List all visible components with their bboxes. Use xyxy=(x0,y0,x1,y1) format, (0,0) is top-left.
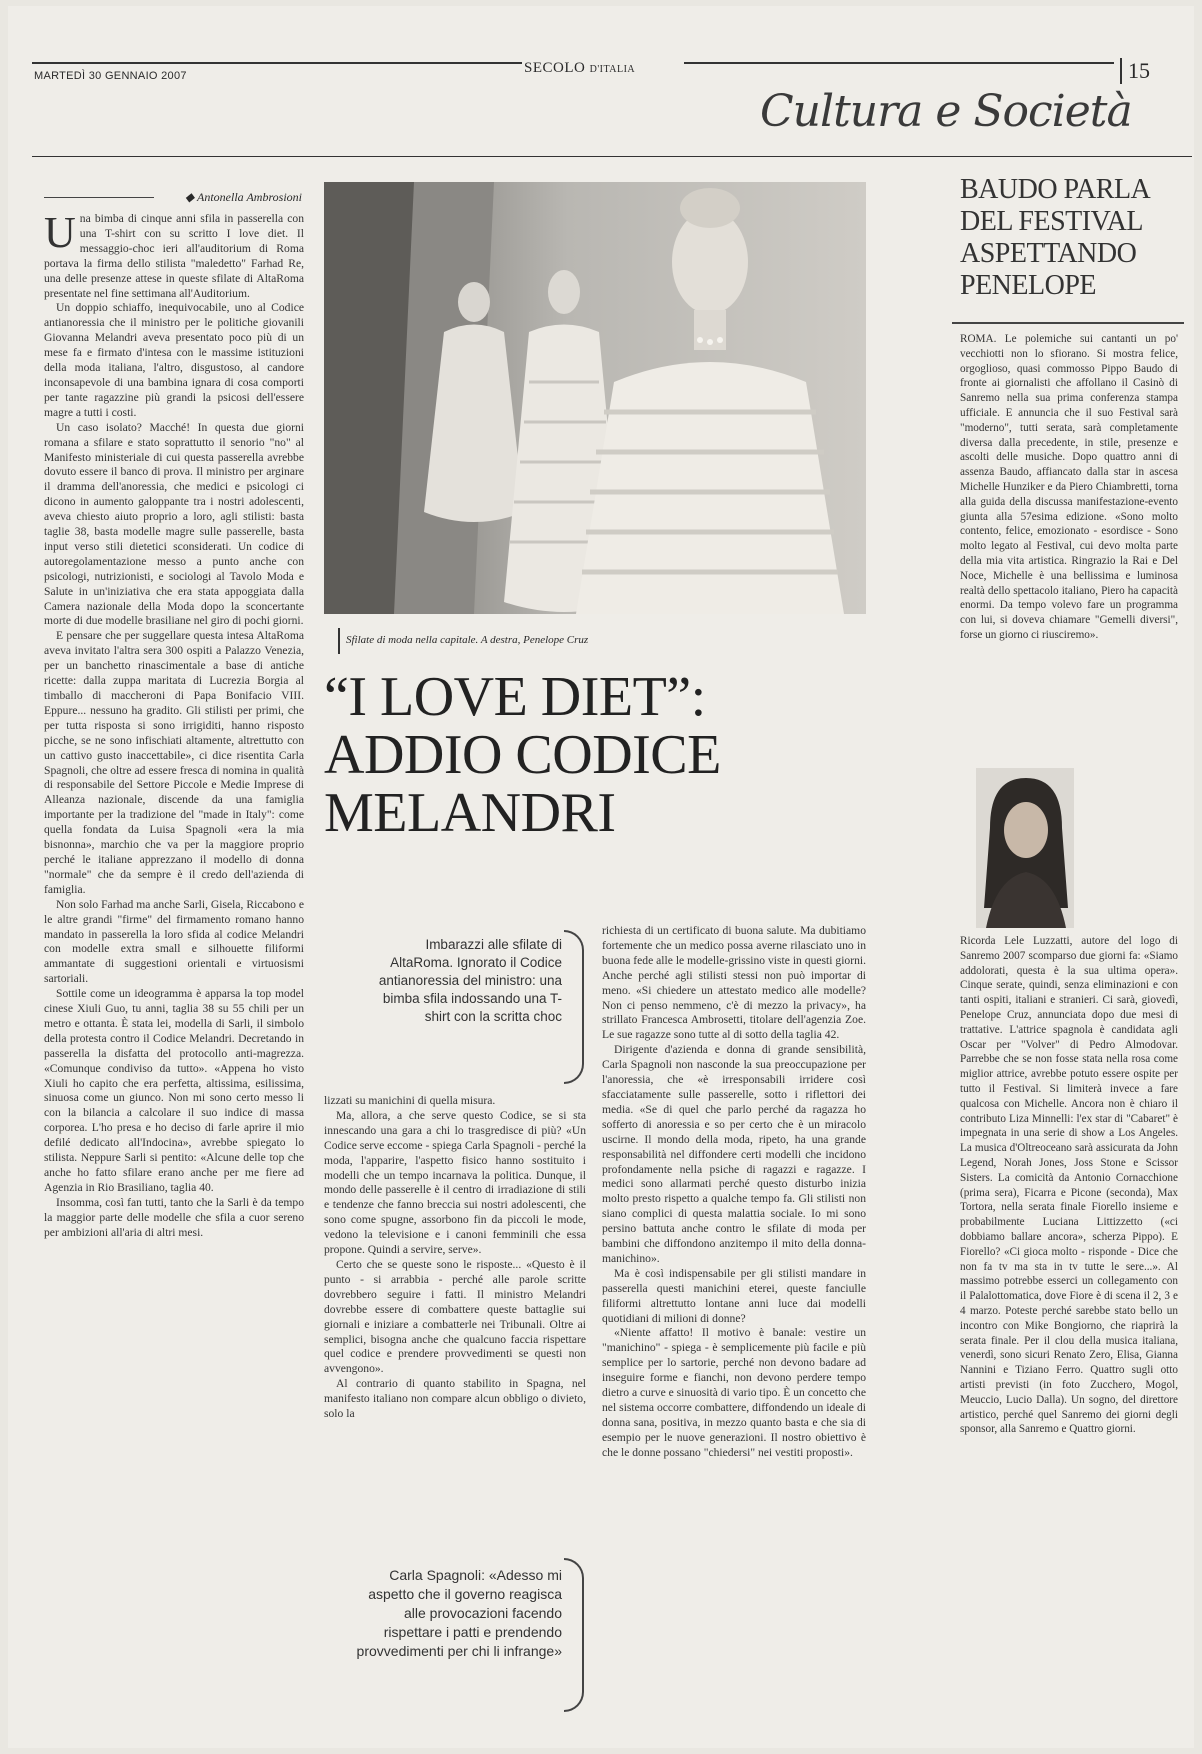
quote-bracket xyxy=(564,1558,584,1712)
caption-bar xyxy=(338,628,340,654)
paragraph-text: na bimba di cinque anni sfila in passerella con una T-shirt con su scritto I love diet. Il messaggio-choc ieri all'auditorium di Roma portava la firma dello stilista "maledetto" Farhad Re, una delle presenze attese in queste sfilate di AltaRoma presentate nel fine settimana all'Auditorium. xyxy=(44,212,304,300)
article-column-1 xyxy=(44,208,304,1241)
headline-line-1: “I LOVE DIET”: xyxy=(324,666,706,728)
paragraph: Certo che se queste sono le risposte... «Questo è il punto - si arrabbia - perché alle parole scritte dovrebbero seguire i fatti. Il ministro Melandri dovrebbe essere di combattere queste battaglie sui giornali e iniziare a combatterle nei Tribunali. Oltre ai semplici, bisogna anche che qualcuno faccia rispettare quel codice e prendere provvedimenti se questi non avvengono». xyxy=(324,1257,586,1376)
paragraph: Un doppio schiaffo, inequivocabile, uno al Codice antianoressia che il ministro per le politiche giovanili Giovanna Melandri aveva presentato poco più di un mese fa e firmato d'intesa con le massime istituzioni della moda italiana, l'altro, disgustoso, al candore inconsapevole di una bambina ignara di cosa comporti per tante ragazzine più grandi la psicosi dell'essere magre a tutti i costi. xyxy=(44,301,304,419)
header-rule-right xyxy=(684,62,1114,64)
paragraph: Ma, allora, a che serve questo Codice, se si sta innescando una gara a chi lo trasgredisce di più? «Un Codice serve eccome - spiega Carla Spagnoli - perché la moda, l'apparire, l'aspetto fisico hanno sostituito i modelli che un tempo incarnava la politica. Dunque, il mondo delle passerelle è il centro di irradiazione di stili e tendenze che fanno breccia sui nostri adolescenti, che sono come spugne, assorbono fin da piccoli le mode, vedono la televisione e i canoni femminili che essa propone. Quindi a servire, serve». xyxy=(324,1108,586,1257)
paragraph: Insomma, così fan tutti, tanto che la Sarli è da tempo la maggior parte delle modelle che sfila a cuor sereno per ambizioni all'aria di altri mesi. xyxy=(44,1195,304,1239)
drop-cap: U xyxy=(44,208,76,257)
sidebar-body-1: ROMA. Le polemiche sui cantanti un po' vecchiotti non lo sfiorano. Si mostra felice, orgoglioso, quasi commosso Pippo Baudo di fronte ai giornalisti che affollano il Casinò di Sanremo nella sua prima conferenza stampa ufficiale. E annuncia che il suo Festival sarà "moderno", tutti serata, sarà completamente diversa dalla precedente, in stile, presenze e ascolti delle musiche. Dopo quattro anni di assenza Baudo, affiancato dalla star in ascesa Michelle Hunziker e da Piero Chiambretti, torna alla guida della discussa manifestazione-evento giunta alla 57esima edizione. «Sono molto contento, felice, emozionato - esordisce - Sono molto legato al Festival, cui devo molta parte della mia vita artistica. Ringrazio la Rai e Del Noce, Michelle è una bellissima e luminosa realtà dello spettacolo italiano, Piero ha capacità enormi. Da tempo volevo fare un programma con lui, si doveva chiamare "Gemelli diversi", forse un giorno ci riusciremo». xyxy=(960,333,1178,641)
section-title: Cultura e Società xyxy=(760,86,1132,137)
runway-illustration xyxy=(324,182,866,614)
paragraph: lizzati su manichini di quella misura. xyxy=(324,1094,496,1107)
masthead-main: SECOLO xyxy=(524,60,586,76)
headline xyxy=(324,668,884,842)
masthead-small: D'ITALIA xyxy=(589,64,636,75)
newspaper-page xyxy=(8,6,1194,1748)
paragraph: Dirigente d'azienda e donna di grande sensibilità, Carla Spagnoli non nasconde la sua preoccupazione per l'anoressia, che «è irresponsabili irridere così sfacciatamente sulle passerelle, sotto i riflettori dei media. «Se di quel che parlo perché da ragazza ho sofferto di anoressia e so per certo che è un miracolo uscirne. Il mondo della moda, ripeto, ha una grande responsabilità nel diffondere certi modelli che incidono profondamente nella psiche di ragazzi e ragazze. I medici sono allarmati perché questo disturbo inizia molto presto rispetto a qualche tempo fa. Gli stilisti non siano complici di questa malattia sociale. Io mi sono persino battuta anche contro le sfilate di moda per bambini che diffondono anzitempo il mito della donna-manichino». xyxy=(602,1043,866,1265)
paragraph: Ma è così indispensabile per gli stilisti mandare in passerella questi manichini eterei, queste fanciulle filiformi altrettutto lontane anni luce dai modelli quotidiani di milioni di donne? xyxy=(602,1266,866,1325)
article-column-2 xyxy=(324,1094,586,1422)
paragraph: richiesta di un certificato di buona salute. Ma dubitiamo fortemente che un medico possa averne rilasciato uno in buona fede alle le modelle-grissino viste in questi giorni. Anche perché agli stilisti stessi non può importar di meno. «Si chiedere un attestato medico alle modelle? Non ci penso nemmeno, c'è di mezzo la privacy», ha strillato Francesca Ambrosetti, titolare dell'agenzia Zoe. Le sue ragazze sono tutte al di sotto della taglia 42. xyxy=(602,924,866,1042)
paragraph: Non solo Farhad ma anche Sarli, Gisela, Riccabono e le altre grandi "firme" del firmamento romano hanno mandato in passerella la loro sfida al codice Melandri con modelle extra small e silhouette filiformi ammantate di suggestioni orientali e virtuosismi sartoriali. xyxy=(44,897,304,986)
headline-line-2: ADDIO CODICE xyxy=(324,724,721,786)
header-underline xyxy=(32,156,1192,157)
pull-quote: Carla Spagnoli: «Adesso mi aspetto che il governo reagisca alle provocazioni facendo rispettare i patti e prendendo provvedimenti per chi li infrange» xyxy=(356,1567,562,1659)
paragraph: «Niente affatto! Il motivo è banale: vestire un "manichino" - spiega - è semplicemente più facile e più semplice per lo sartorie, perché non devono badare ad inseguire forme e fianchi, non devono perdere tempo dietro a curve e sinuosità di vario tipo. È un concetto che nel sistema occorre combattere, diffondendo un ideale di donna sana, positiva, in mezzo quanto basta e che sia di esempio per le nuove generazioni. Il nostro obiettivo è che le donne possano "chiedersi" nei vestiti proposti». xyxy=(602,1326,866,1459)
sidebar-body-2: Ricorda Lele Luzzatti, autore del logo di Sanremo 2007 scomparso due giorni fa: «Siamo addolorati, questa è la sua ultima opera». Cinque serate, quindi, senza eliminazioni e con tanti ospiti, italiani e stranieri. Ci sarà, giovedì, Penelope Cruz, annunciata dopo due mesi di trattative. L'attrice spagnola è candidata agli Oscar per "Volver" di Pedro Almodovar. Parrebbe che se non fosse stata nella rosa come miglior attrice, avrebbe potuto essere ospite per tutto il Festival. Si limiterà invece a fare qualcosa con Michelle. Ancora non è chiaro il contributo Liza Minnelli: l'ex star di "Cabaret" è impegnata in una serie di show a Los Angeles. La musica d'Oltreoceano sarà assicurata da John Legend, Norah Jones, Joss Stone e Scissor Sisters. La comicità da Antonio Cornacchione (prima sera), Ficarra e Picone (seconda), Max Tortora, nella serata finale Fiorello insieme e probabilmente Luciana Littizzetto («ci dobbiamo ballare ancora», scherza Pippo). E Fiorello? «Ci gioca molto - risponde - Dice che non fa tv ma sta in tv tutte le sere...». Al massimo potrebbe esserci un collegamento con il Palalottomatica, dove Fiore è di scena il 2, 3 e 4 marzo. Poteste perché sarebbe stato bello un incontro con Mike Bongiorno, che riaprirà la serata finale. Per il clou della musica italiana, venerdì, sono sicuri Renato Zero, Elisa, Gianna Nannini e Tiziano Ferro. Quattro sugli otto artisti previsti (in foto Zucchero, Mogol, Meuccio, Lucio Dalla). Un sogno, del direttore artistico, perché quel Sanremo dei giorni degli sponsor, alla Sanremo e Quattro giorni. xyxy=(960,935,1178,1436)
fashion-show-photo xyxy=(324,182,866,614)
kicker-text: Imbarazzi alle sfilate di AltaRoma. Ignorato il Codice antianoressia del ministro: una bimba sfila indossando una T-shirt con la scritta choc xyxy=(378,937,562,1024)
paragraph: E pensare che per suggellare questa intesa AltaRoma aveva invitato l'altra sera 300 ospiti a Palazzo Venezia, per un banchetto rinascimentale a base di antiche ricette: dalla zuppa maritata di Lucrezia Borgia al timballo di maccheroni di Papa Bonifacio VIII. Eppure... nessuno ha gradito. Gli stilisti per primi, che per tutta risposta si sono irrigiditi, hanno risposto picche, se ne sono infischiati altamente, altrettutto con un cattivo gusto inaccettabile», ci dice risentita Carla Spagnoli, che oltre ad essere fresca di nomina in qualità di responsabile del Settore Piccole e Medie Imprese di Alleanza nazionale, discende da una famiglia importante per la tradizione del "made in Italy": come quella fondata da Luisa Spagnoli «era la mia bisnonna», marchio che va per la maggiore proprio perché le italiane apprezzano il modello di donna "normale" che da sempre è il credo dell'azienda di famiglia. xyxy=(44,629,304,896)
kicker-bracket xyxy=(564,930,584,1084)
page-number: 15 xyxy=(1120,58,1150,84)
paragraph: Al contrario di quanto stabilito in Spagna, nel manifesto italiano non compare alcun obbligo o divieto, solo la xyxy=(324,1377,586,1421)
paragraph: Sottile come un ideogramma è apparsa la top model cinese Xiuli Guo, tu anni, taglia 38 su 55 chili per un metro e ottanta. È stata lei, modella di Sarli, il simbolo della protesta contro il Codice Melandri. Decretando in passerella la disfatta del protocollo anti-magrezza. «Comunque condiviso da tutto». «Appena ho visto Xiuli ho capito che era perfetta, altissima, esilissima, sinuosa come un giunco. Non mi sono certo messo li con la bilancia a calcolare il suo indice di massa corporea. L'ho presa e ho deciso di farle aprire il mio defilé dedicato all'Indocina», avrebbe spiegato lo stilista. Neppure Sarli si pentito: «Alcune delle top che anche ho fatto sfilare erano anche per me fiere ad Agenzia in Rio Brasiliano, taglia 40. xyxy=(44,987,304,1194)
issue-date: MARTEDÌ 30 GENNAIO 2007 xyxy=(34,70,187,82)
paragraph: Un caso isolato? Macché! In questa due giorni romana a sfilare e stato soprattutto il senorio "no" al Manifesto ministeriale di cui questa passerella avrebbe dovuto essere il banco di prova. Il ministro per arginare il dramma dell'anoressia, che medici e psicologi ci dicono in aumento galoppante tra i nostri adolescenti, aveva chiesto aiuto proprio a loro, agli stilisti: basta taglie 38, basta modelle magre sulle passerelle, basta input verso stili dietetici sconsiderati. Un codice di autoregolamentazione messo a punto anche con psicologi, nutrizionisti, e sociologi al Tavolo Moda e Salute in un'iniziativa che era stata appoggiata dalla Camera nazionale della Moda dopo la sconcertante morte di due modelle brasiliane nel giro di pochi giorni. xyxy=(44,420,304,628)
article-column-3 xyxy=(602,924,866,1461)
author-byline: ◆ Antonella Ambrosioni xyxy=(44,190,302,205)
author-name: Antonella Ambrosioni xyxy=(197,190,302,204)
sidebar-rule xyxy=(952,322,1184,324)
masthead xyxy=(524,60,635,77)
paragraph xyxy=(44,208,304,301)
photo-caption: Sfilate di moda nella capitale. A destra, Penelope Cruz xyxy=(346,634,589,646)
headline-line-3: MELANDRI xyxy=(324,782,616,844)
sidebar-title: BAUDO PARLA DEL FESTIVAL ASPETTANDO PENELOPE xyxy=(960,174,1149,301)
header-rule-left xyxy=(32,62,522,64)
portrait-illustration xyxy=(976,768,1074,928)
penelope-cruz-photo xyxy=(976,768,1074,928)
